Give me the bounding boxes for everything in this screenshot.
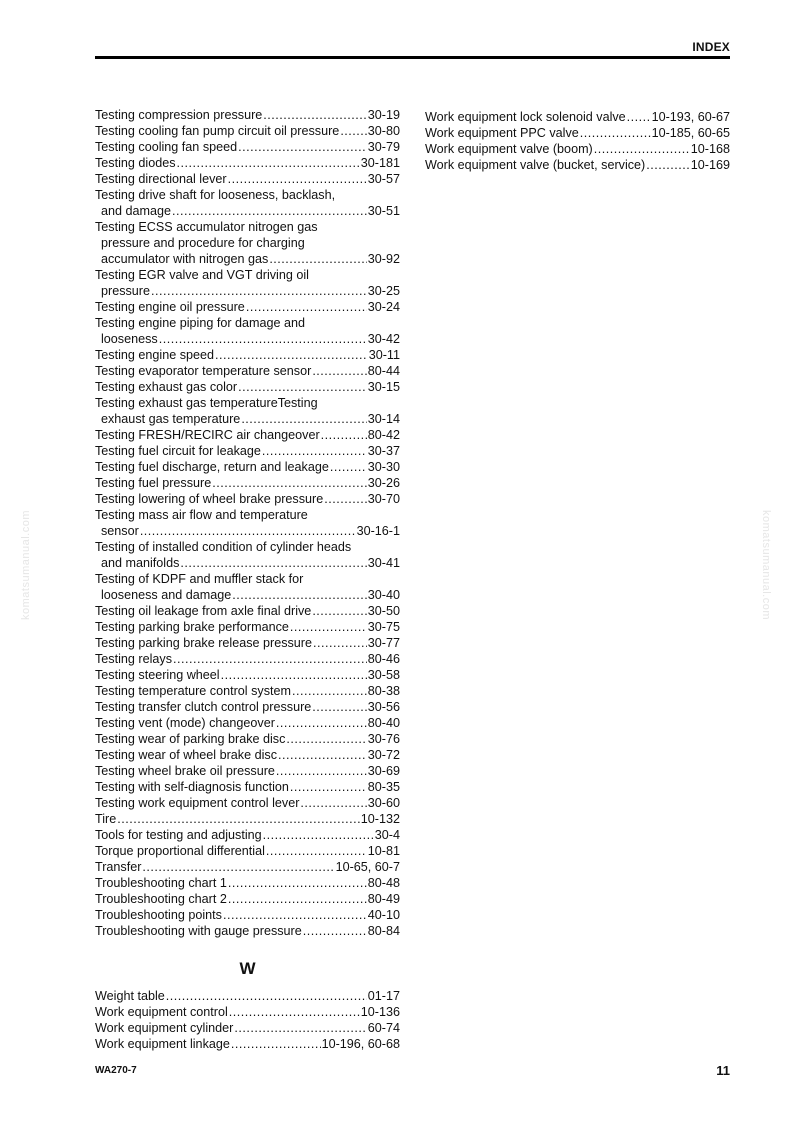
index-entry-page: 01-17: [367, 989, 400, 1003]
index-entry-page: 80-46: [367, 652, 400, 666]
watermark-right: komatsumanual.com: [760, 510, 772, 620]
index-entry-text: Testing with self-diagnosis function: [95, 780, 289, 794]
dot-leader: [212, 475, 367, 491]
index-entry: [95, 107, 400, 123]
index-entry-line: [425, 141, 730, 157]
index-entry: [95, 763, 400, 779]
index-entry-line: [95, 443, 400, 459]
index-entry: [95, 427, 400, 443]
index-entry-continuation: [95, 331, 400, 347]
index-entry-page: 30-58: [367, 668, 400, 682]
index-entry: [95, 731, 400, 747]
dot-leader: [276, 763, 367, 779]
dot-leader: [278, 747, 367, 763]
dot-leader: [263, 107, 366, 123]
index-entry-page: 30-77: [367, 636, 400, 650]
dot-leader: [238, 139, 367, 155]
index-entry: [95, 907, 400, 923]
right-entries: [425, 109, 730, 173]
index-entry: [425, 125, 730, 141]
index-entry-line: [95, 795, 400, 811]
index-entry-line: [95, 363, 400, 379]
dot-leader: [330, 459, 367, 475]
index-entry-text: Weight table: [95, 989, 165, 1003]
index-entry-text: Testing cooling fan speed: [95, 140, 238, 154]
index-entry-continuation: [95, 523, 400, 539]
dot-leader: [215, 347, 368, 363]
index-entry-text: Testing drive shaft for looseness, backlash,: [95, 188, 336, 202]
index-entry-page: 10-196, 60-68: [321, 1037, 400, 1051]
dot-leader: [340, 123, 366, 139]
index-entry-text: Testing parking brake performance: [95, 620, 289, 634]
index-entry-line: [95, 763, 400, 779]
index-entry-line: [95, 475, 400, 491]
index-entry-line: [95, 459, 400, 475]
index-entry: [425, 109, 730, 125]
index-entry-page: 10-193, 60-67: [651, 110, 730, 124]
index-entry-text: Troubleshooting with gauge pressure: [95, 924, 302, 938]
index-entry: [95, 811, 400, 827]
index-entry-text: Testing engine speed: [95, 348, 215, 362]
index-entry-text: Troubleshooting chart 1: [95, 876, 227, 890]
index-entry-line: [95, 811, 400, 827]
index-entry-text: Testing wheel brake oil pressure: [95, 764, 275, 778]
index-entry-line: [95, 347, 400, 363]
index-entry-page: 30-16-1: [356, 524, 400, 538]
index-entry-text: Work equipment valve (boom): [425, 142, 593, 156]
index-entry-text: pressure: [101, 284, 150, 298]
dot-leader: [321, 427, 367, 443]
index-entry-text: Troubleshooting points: [95, 908, 222, 922]
index-entry-text: Testing wear of parking brake disc: [95, 732, 286, 746]
index-entry: [95, 363, 400, 379]
index-entry: [95, 699, 400, 715]
index-entry: [95, 347, 400, 363]
index-entry-text: Testing lowering of wheel brake pressure: [95, 492, 324, 506]
dot-leader: [646, 157, 690, 173]
dot-leader: [180, 555, 366, 571]
dot-leader: [151, 283, 367, 299]
dot-leader: [221, 667, 367, 683]
index-entry-line: [95, 619, 400, 635]
index-entry-page: 30-79: [367, 140, 400, 154]
index-entry-line: [95, 171, 400, 187]
index-entry-page: 30-80: [367, 124, 400, 138]
index-entry-text: Testing transfer clutch control pressure: [95, 700, 312, 714]
index-entry-page: 30-14: [367, 412, 400, 426]
index-entry-text: looseness: [101, 332, 158, 346]
index-entry-text: Testing parking brake release pressure: [95, 636, 313, 650]
index-entry-text: and manifolds: [101, 556, 180, 570]
index-entry: [95, 459, 400, 475]
index-entry: [95, 155, 400, 171]
index-entry: [95, 539, 400, 571]
index-entry-page: 30-60: [367, 796, 400, 810]
index-entry-line: [95, 667, 400, 683]
index-entry-text: Testing steering wheel: [95, 668, 220, 682]
dot-leader: [266, 843, 367, 859]
index-entry: [95, 795, 400, 811]
index-entry-line: [95, 1020, 400, 1036]
index-entry-line: [95, 779, 400, 795]
index-entry-text: Testing relays: [95, 652, 172, 666]
index-entry: [95, 267, 400, 299]
index-entry-page: 30-30: [367, 460, 400, 474]
index-entry-text: Testing evaporator temperature sensor: [95, 364, 312, 378]
dot-leader: [140, 523, 356, 539]
index-entry-line: [95, 155, 400, 171]
index-entry: [95, 139, 400, 155]
index-entry: [95, 571, 400, 603]
index-entry-continuation: [95, 555, 400, 571]
index-entry-text: Torque proportional differential: [95, 844, 265, 858]
index-entry-text: Testing of installed condition of cylinder heads: [95, 540, 352, 554]
index-entry-line: [95, 827, 400, 843]
dot-leader: [303, 923, 367, 939]
index-entry-text: Testing vent (mode) changeover: [95, 716, 275, 730]
index-entry-continuation: [95, 587, 400, 603]
index-entry-text: Testing ECSS accumulator nitrogen gas: [95, 220, 318, 234]
index-entry-page: 30-69: [367, 764, 400, 778]
index-entry-line: [95, 1004, 400, 1020]
index-entry-text: Testing compression pressure: [95, 108, 263, 122]
index-entry: [95, 859, 400, 875]
index-entry-line: [95, 299, 400, 315]
index-entry-continuation: [95, 203, 400, 219]
index-entry: [95, 475, 400, 491]
index-entry-page: 30-40: [367, 588, 400, 602]
index-entry-continuation: [95, 283, 400, 299]
index-entry: [95, 507, 400, 539]
dot-leader: [238, 379, 367, 395]
index-entry-page: 80-84: [367, 924, 400, 938]
dot-leader: [159, 331, 367, 347]
index-entry: [95, 651, 400, 667]
index-entry-page: 30-4: [374, 828, 400, 842]
index-entry-text: Work equipment cylinder: [95, 1021, 234, 1035]
index-entry: [95, 1020, 400, 1036]
index-entry-line: [95, 651, 400, 667]
index-entry-text: Testing EGR valve and VGT driving oil: [95, 268, 309, 282]
dot-leader: [312, 363, 366, 379]
index-entry-text: Testing cooling fan pump circuit oil pressure: [95, 124, 340, 138]
index-column-left: [95, 107, 400, 1052]
index-entry-page: 30-76: [367, 732, 400, 746]
index-entry-page: 30-24: [367, 300, 400, 314]
dot-leader: [300, 795, 366, 811]
index-entry-line: [95, 219, 400, 235]
header-rule: [95, 56, 730, 59]
index-entry-line: [95, 843, 400, 859]
dot-leader: [246, 299, 367, 315]
index-entry-page: 10-169: [690, 158, 730, 172]
dot-leader: [228, 875, 367, 891]
index-entry-line: [425, 125, 730, 141]
index-entry-text: Tools for testing and adjusting: [95, 828, 262, 842]
index-entry-text: Testing engine piping for damage and: [95, 316, 306, 330]
index-entry-line: [95, 507, 400, 523]
index-entry-line: [95, 491, 400, 507]
index-entry-line: [95, 315, 400, 331]
index-entry-line: [425, 109, 730, 125]
dot-leader: [290, 779, 367, 795]
index-entry-page: 10-168: [690, 142, 730, 156]
index-entry-page: 30-181: [360, 156, 400, 170]
dot-leader: [166, 988, 367, 1004]
index-entry: [95, 619, 400, 635]
index-entry-text: Work equipment PPC valve: [425, 126, 579, 140]
index-entry-text: exhaust gas temperature: [101, 412, 241, 426]
dot-leader: [228, 171, 367, 187]
index-entry-page: 40-10: [367, 908, 400, 922]
index-entry: [95, 667, 400, 683]
index-entry-text: Work equipment valve (bucket, service): [425, 158, 646, 172]
dot-leader: [263, 827, 374, 843]
dot-leader: [594, 141, 690, 157]
index-entry: [95, 923, 400, 939]
dot-leader: [223, 907, 367, 923]
index-entry-text: Testing fuel circuit for leakage: [95, 444, 261, 458]
dot-leader: [286, 731, 366, 747]
index-entry-page: 80-35: [367, 780, 400, 794]
index-entry-line: [95, 539, 400, 555]
index-entry-text: Work equipment linkage: [95, 1037, 230, 1051]
index-entry: [95, 491, 400, 507]
index-entry-page: 30-56: [367, 700, 400, 714]
dot-leader: [241, 411, 366, 427]
dot-leader: [290, 619, 367, 635]
index-entry: [95, 988, 400, 1004]
index-entry-line: [95, 187, 400, 203]
index-entry-page: 80-38: [367, 684, 400, 698]
index-entry-line: [95, 1036, 400, 1052]
left-entries: [95, 107, 400, 939]
index-entry-line: [95, 715, 400, 731]
header-title: INDEX: [692, 40, 730, 54]
index-entry-line: [95, 427, 400, 443]
index-entry: [425, 157, 730, 173]
index-entry-text: Testing of KDPF and muffler stack for: [95, 572, 304, 586]
dot-leader: [580, 125, 651, 141]
index-entry-line: [95, 875, 400, 891]
index-entry-text: Work equipment control: [95, 1005, 228, 1019]
index-entry: [95, 747, 400, 763]
index-entry: [95, 1036, 400, 1052]
index-entry: [95, 875, 400, 891]
index-entry-page: 30-75: [367, 620, 400, 634]
dot-leader: [177, 155, 360, 171]
index-entry-line: [95, 571, 400, 587]
index-entry-page: 80-42: [367, 428, 400, 442]
index-entry-page: 30-50: [367, 604, 400, 618]
index-entry-page: 30-19: [367, 108, 400, 122]
index-entry-continuation: [95, 411, 400, 427]
index-entry-page: 30-15: [367, 380, 400, 394]
dot-leader: [313, 635, 367, 651]
index-entry: [95, 219, 400, 267]
index-entry-page: 80-40: [367, 716, 400, 730]
dot-leader: [172, 203, 367, 219]
index-entry: [95, 683, 400, 699]
dot-leader: [262, 443, 367, 459]
index-entry-page: 10-132: [360, 812, 400, 826]
index-entry: [425, 141, 730, 157]
index-entry-page: 10-185, 60-65: [651, 126, 730, 140]
index-entry: [95, 171, 400, 187]
index-entry-text: Testing wear of wheel brake disc: [95, 748, 277, 762]
index-entry-line: [95, 859, 400, 875]
index-entry-line: [95, 267, 400, 283]
index-entry-page: 30-57: [367, 172, 400, 186]
dot-leader: [229, 1004, 360, 1020]
index-entry-text: sensor: [101, 524, 139, 538]
dot-leader: [117, 811, 360, 827]
index-entry-text: pressure and procedure for charging: [101, 236, 305, 250]
index-entry-page: 10-65, 60-7: [335, 860, 400, 874]
index-entry: [95, 379, 400, 395]
index-entry-text: Tire: [95, 812, 117, 826]
dot-leader: [627, 109, 651, 125]
index-entry-page: 30-42: [367, 332, 400, 346]
index-entry-line: [95, 731, 400, 747]
index-entry-text: Testing diodes: [95, 156, 176, 170]
index-entry-text: Testing exhaust gas color: [95, 380, 238, 394]
index-entry: [95, 187, 400, 219]
index-entry-text: Testing directional lever: [95, 172, 227, 186]
index-entry-line: [95, 699, 400, 715]
index-entry-page: 30-11: [368, 348, 400, 362]
index-entry-page: 80-49: [367, 892, 400, 906]
index-entry-line: [95, 635, 400, 651]
index-entry-text: accumulator with nitrogen gas: [101, 252, 269, 266]
index-entry: [95, 443, 400, 459]
dot-leader: [276, 715, 367, 731]
index-entry-line: [95, 395, 400, 411]
index-entry-page: 30-26: [367, 476, 400, 490]
dot-leader: [312, 603, 366, 619]
index-entry-page: 10-81: [367, 844, 400, 858]
index-entry: [95, 395, 400, 427]
dot-leader: [292, 683, 367, 699]
index-entry-line: [95, 683, 400, 699]
index-entry-line: [425, 157, 730, 173]
index-entry-page: 60-74: [367, 1021, 400, 1035]
dot-leader: [228, 891, 367, 907]
index-entry-continuation: [95, 235, 400, 251]
index-entry-line: [95, 107, 400, 123]
dot-leader: [232, 587, 367, 603]
index-entry-text: Troubleshooting chart 2: [95, 892, 227, 906]
index-entry-text: Transfer: [95, 860, 142, 874]
index-entry: [95, 299, 400, 315]
section-letter-w: W: [239, 959, 256, 978]
index-entry-line: [95, 603, 400, 619]
index-entry: [95, 315, 400, 347]
dot-leader: [312, 699, 366, 715]
index-entry-line: [95, 907, 400, 923]
index-entry-text: Work equipment lock solenoid valve: [425, 110, 626, 124]
index-entry-text: Testing work equipment control lever: [95, 796, 300, 810]
index-entry: [95, 1004, 400, 1020]
index-entry-line: [95, 123, 400, 139]
index-entry-line: [95, 923, 400, 939]
index-entry-page: 30-37: [367, 444, 400, 458]
watermark-left: komatsumanual.com: [20, 510, 32, 620]
index-entry-line: [95, 891, 400, 907]
index-entry-text: Testing fuel discharge, return and leakage: [95, 460, 329, 474]
index-entry-line: [95, 379, 400, 395]
index-entry-line: [95, 747, 400, 763]
index-entry: [95, 603, 400, 619]
index-entry-page: 10-136: [360, 1005, 400, 1019]
footer-page-number: 11: [716, 1063, 730, 1078]
index-entry: [95, 635, 400, 651]
index-entry-continuation: [95, 251, 400, 267]
index-entry-page: 30-70: [367, 492, 400, 506]
index-entry-page: 80-48: [367, 876, 400, 890]
index-entry-text: looseness and damage: [101, 588, 232, 602]
index-entry-text: Testing mass air flow and temperature: [95, 508, 308, 522]
index-entry-page: 30-92: [367, 252, 400, 266]
index-entry-page: 80-44: [367, 364, 400, 378]
dot-leader: [173, 651, 367, 667]
index-entry-text: Testing FRESH/RECIRC air changeover: [95, 428, 320, 442]
index-entry: [95, 715, 400, 731]
dot-leader: [234, 1020, 366, 1036]
index-entry: [95, 827, 400, 843]
index-entry: [95, 891, 400, 907]
index-entry-text: Testing temperature control system: [95, 684, 291, 698]
index-entry-text: Testing exhaust gas temperatureTesting: [95, 396, 318, 410]
w-section-entries: [95, 988, 400, 1052]
index-entry-line: [95, 988, 400, 1004]
index-entry-page: 30-72: [367, 748, 400, 762]
index-entry-text: Testing engine oil pressure: [95, 300, 245, 314]
index-entry-line: [95, 139, 400, 155]
index-entry: [95, 843, 400, 859]
index-entry-page: 30-51: [367, 204, 400, 218]
index-entry: [95, 779, 400, 795]
index-entry-text: Testing oil leakage from axle final drive: [95, 604, 312, 618]
dot-leader: [231, 1036, 321, 1052]
index-entry-page: 30-41: [367, 556, 400, 570]
index-entry-text: and damage: [101, 204, 172, 218]
dot-leader: [142, 859, 334, 875]
dot-leader: [269, 251, 366, 267]
index-entry: [95, 123, 400, 139]
index-column-right: [425, 109, 730, 173]
index-entry-page: 30-25: [367, 284, 400, 298]
dot-leader: [324, 491, 367, 507]
footer-model: WA270-7: [95, 1065, 137, 1076]
index-entry-text: Testing fuel pressure: [95, 476, 212, 490]
